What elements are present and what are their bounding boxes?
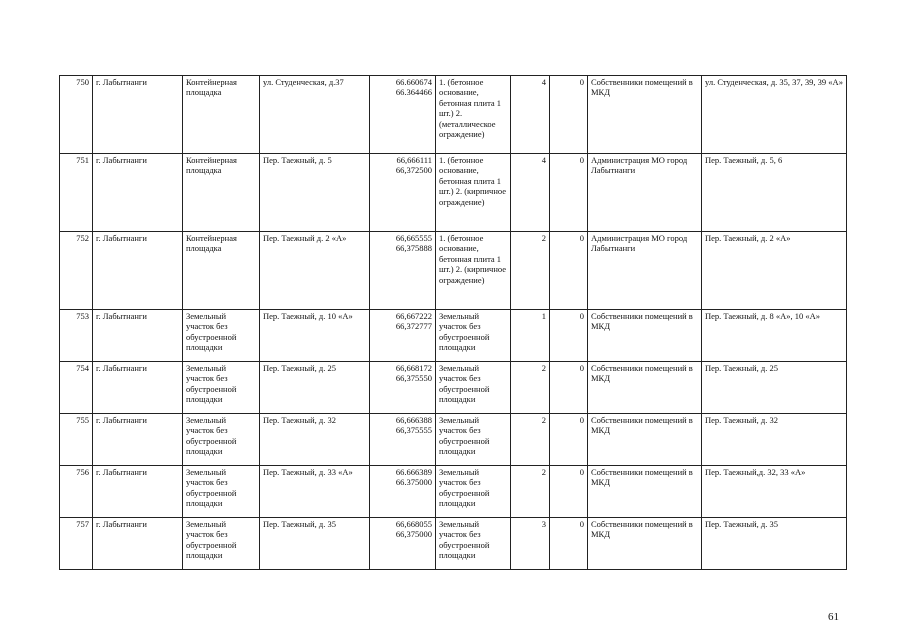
cell-description: 1. (бетонное основание, бетонная плита 1 шт.) 2. (кирпичное ограждение) <box>436 154 511 232</box>
cell-address: Пер. Таежный д. 2 «А» <box>260 232 370 310</box>
cell-number: 757 <box>60 518 93 570</box>
cell-address: Пер. Таежный, д. 25 <box>260 362 370 414</box>
cell-site-type: Контейнерная площадка <box>183 76 260 154</box>
cell-city: г. Лабытнанги <box>93 76 183 154</box>
cell-number: 755 <box>60 414 93 466</box>
cell-planned-count: 0 <box>550 76 588 154</box>
cell-description: Земельный участок без обустроенной площадки <box>436 414 511 466</box>
cell-planned-count: 0 <box>550 232 588 310</box>
cell-owner: Собственники помещений в МКД <box>588 362 702 414</box>
cell-address: ул. Студенческая, д.37 <box>260 76 370 154</box>
cell-city: г. Лабытнанги <box>93 466 183 518</box>
cell-city: г. Лабытнанги <box>93 232 183 310</box>
cell-city: г. Лабытнанги <box>93 310 183 362</box>
cell-coordinates: 66,665555 66,375888 <box>370 232 436 310</box>
cell-coordinates: 66,667222 66,372777 <box>370 310 436 362</box>
cell-coordinates: 66.660674 66.364466 <box>370 76 436 154</box>
registry-table-container <box>59 75 846 570</box>
cell-site-type: Земельный участок без обустроенной площадки <box>183 518 260 570</box>
cell-description: 1. (бетонное основание, бетонная плита 1 шт.) 2. (металлическое ограждение) <box>436 76 511 154</box>
cell-container-count: 4 <box>511 154 550 232</box>
cell-address: Пер. Таежный, д. 32 <box>260 414 370 466</box>
cell-site-type: Контейнерная площадка <box>183 232 260 310</box>
cell-planned-count: 0 <box>550 518 588 570</box>
cell-served-addresses: Пер. Таежный, д. 35 <box>702 518 847 570</box>
cell-container-count: 1 <box>511 310 550 362</box>
cell-container-count: 3 <box>511 518 550 570</box>
cell-container-count: 4 <box>511 76 550 154</box>
cell-site-type: Контейнерная площадка <box>183 154 260 232</box>
cell-planned-count: 0 <box>550 154 588 232</box>
cell-owner: Собственники помещений в МКД <box>588 76 702 154</box>
cell-container-count: 2 <box>511 414 550 466</box>
cell-site-type: Земельный участок без обустроенной площадки <box>183 466 260 518</box>
cell-container-count: 2 <box>511 466 550 518</box>
cell-number: 750 <box>60 76 93 154</box>
cell-served-addresses: Пер. Таежный, д. 2 «А» <box>702 232 847 310</box>
page-number: 61 <box>828 611 839 623</box>
cell-served-addresses: Пер. Таежный, д. 8 «А», 10 «А» <box>702 310 847 362</box>
cell-served-addresses: Пер. Таежный,д. 32, 33 «А» <box>702 466 847 518</box>
waste-sites-table <box>59 75 847 570</box>
cell-address: Пер. Таежный, д. 33 «А» <box>260 466 370 518</box>
cell-coordinates: 66,666111 66,372500 <box>370 154 436 232</box>
cell-coordinates: 66,668055 66,375000 <box>370 518 436 570</box>
cell-coordinates: 66,666388 66,375555 <box>370 414 436 466</box>
table-body <box>60 76 847 570</box>
table-row <box>60 154 847 232</box>
cell-site-type: Земельный участок без обустроенной площадки <box>183 362 260 414</box>
table-row <box>60 362 847 414</box>
cell-container-count: 2 <box>511 232 550 310</box>
cell-city: г. Лабытнанги <box>93 362 183 414</box>
cell-owner: Администрация МО город Лабытнанги <box>588 154 702 232</box>
cell-address: Пер. Таежный, д. 10 «А» <box>260 310 370 362</box>
cell-served-addresses: Пер. Таежный, д. 5, 6 <box>702 154 847 232</box>
cell-planned-count: 0 <box>550 466 588 518</box>
cell-description: 1. (бетонное основание, бетонная плита 1 шт.) 2. (кирпичное ограждение) <box>436 232 511 310</box>
cell-site-type: Земельный участок без обустроенной площадки <box>183 414 260 466</box>
cell-served-addresses: ул. Студенческая, д. 35, 37, 39, 39 «А» <box>702 76 847 154</box>
cell-served-addresses: Пер. Таежный, д. 25 <box>702 362 847 414</box>
cell-served-addresses: Пер. Таежный, д. 32 <box>702 414 847 466</box>
cell-owner: Администрация МО город Лабытнанги <box>588 232 702 310</box>
cell-owner: Собственники помещений в МКД <box>588 414 702 466</box>
cell-planned-count: 0 <box>550 362 588 414</box>
cell-site-type: Земельный участок без обустроенной площадки <box>183 310 260 362</box>
table-row <box>60 414 847 466</box>
cell-city: г. Лабытнанги <box>93 154 183 232</box>
cell-city: г. Лабытнанги <box>93 414 183 466</box>
cell-address: Пер. Таежный, д. 5 <box>260 154 370 232</box>
table-row <box>60 466 847 518</box>
cell-description: Земельный участок без обустроенной площадки <box>436 362 511 414</box>
cell-description: Земельный участок без обустроенной площадки <box>436 466 511 518</box>
cell-city: г. Лабытнанги <box>93 518 183 570</box>
cell-number: 753 <box>60 310 93 362</box>
cell-coordinates: 66,668172 66,375550 <box>370 362 436 414</box>
cell-planned-count: 0 <box>550 414 588 466</box>
cell-description: Земельный участок без обустроенной площадки <box>436 310 511 362</box>
cell-container-count: 2 <box>511 362 550 414</box>
cell-number: 756 <box>60 466 93 518</box>
cell-coordinates: 66.666389 66.375000 <box>370 466 436 518</box>
table-row <box>60 232 847 310</box>
cell-description: Земельный участок без обустроенной площадки <box>436 518 511 570</box>
cell-number: 754 <box>60 362 93 414</box>
cell-number: 752 <box>60 232 93 310</box>
table-row <box>60 310 847 362</box>
table-row <box>60 518 847 570</box>
cell-planned-count: 0 <box>550 310 588 362</box>
cell-owner: Собственники помещений в МКД <box>588 466 702 518</box>
table-row <box>60 76 847 154</box>
cell-owner: Собственники помещений в МКД <box>588 518 702 570</box>
cell-owner: Собственники помещений в МКД <box>588 310 702 362</box>
cell-address: Пер. Таежный, д. 35 <box>260 518 370 570</box>
cell-number: 751 <box>60 154 93 232</box>
